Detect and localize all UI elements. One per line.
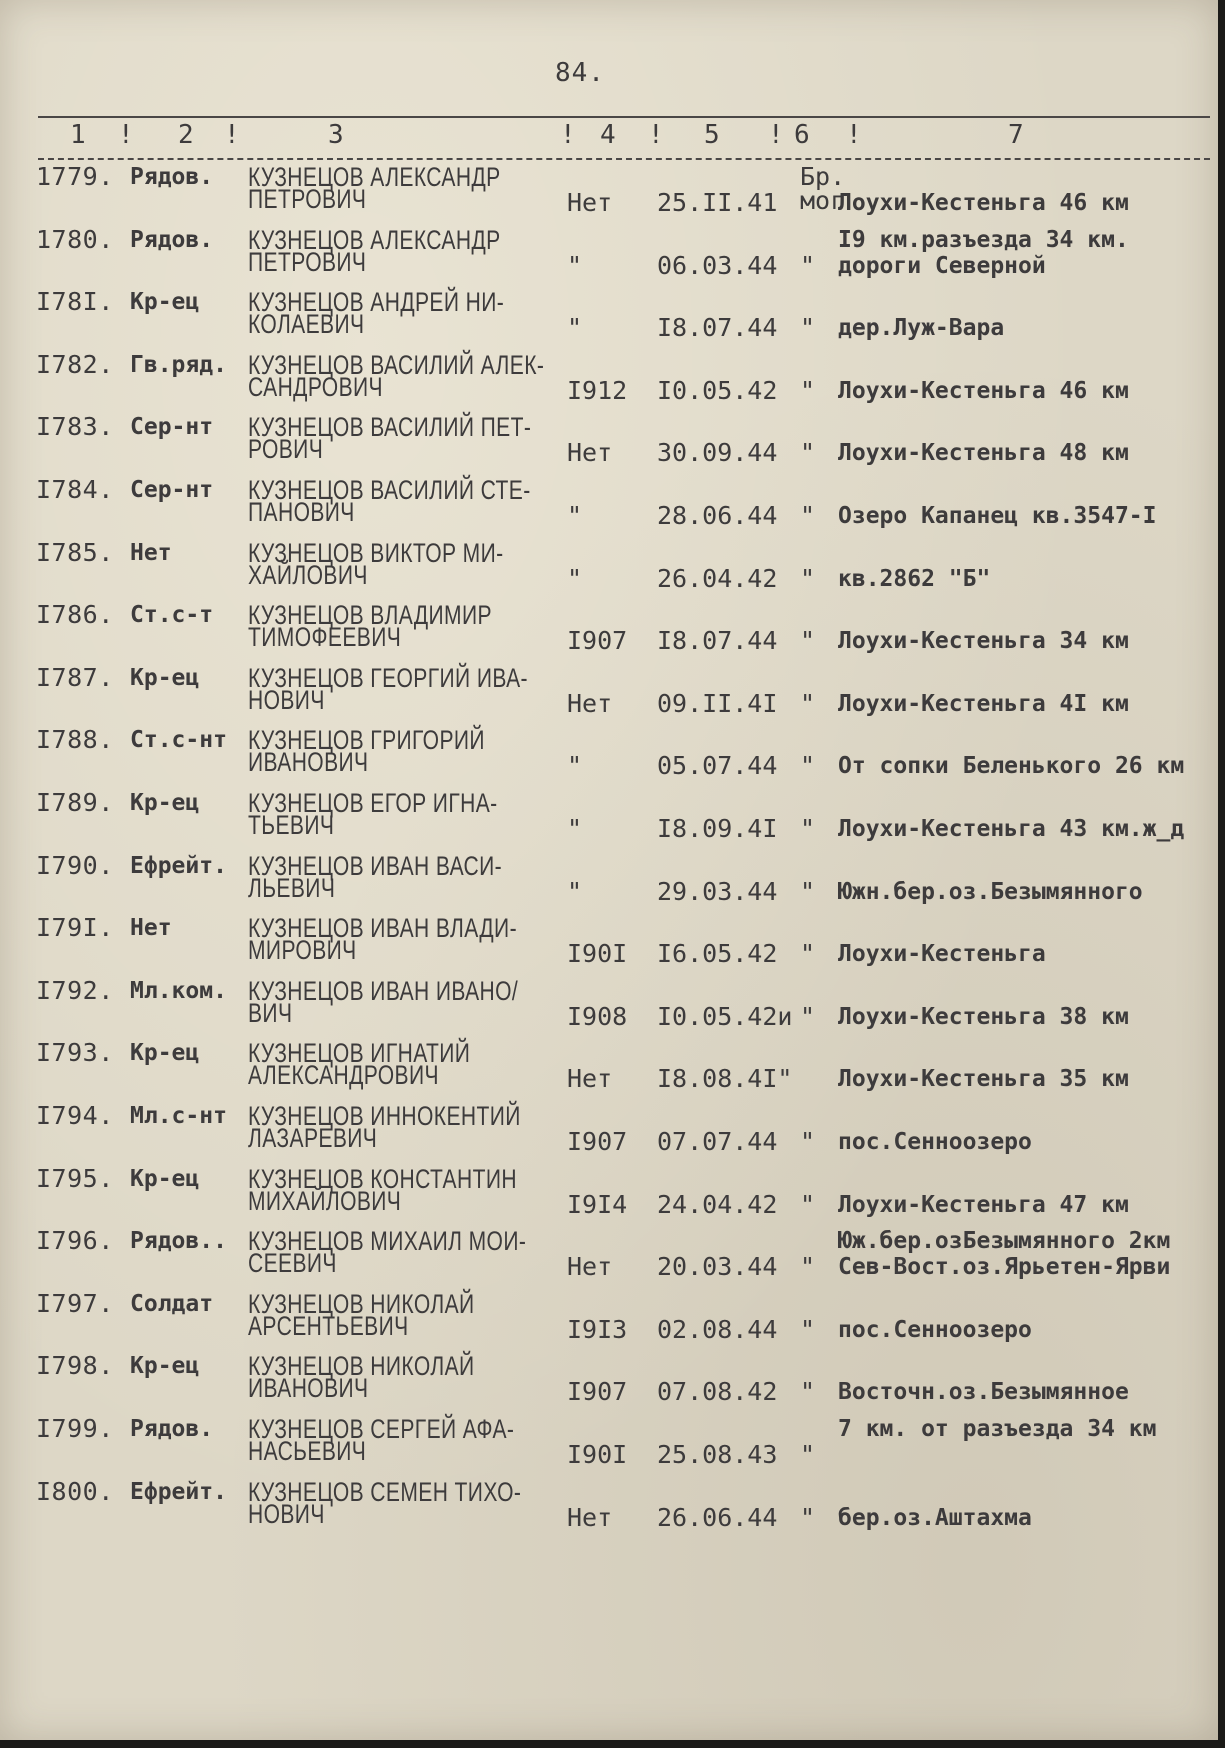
record-number: I796. xyxy=(36,1226,114,1256)
death-date: 02.08.44 xyxy=(657,1314,778,1344)
death-date: 07.08.42 xyxy=(657,1377,778,1407)
name-line-1: КУЗНЕЦОВ ЕГОР ИГНА- xyxy=(248,788,498,818)
table-row xyxy=(0,160,1218,222)
name-line-2: МИХАЙЛОВИЧ xyxy=(248,1185,402,1216)
name-line-1: КУЗНЕЦОВ ИГНАТИЙ xyxy=(248,1038,471,1069)
burial-mark: " xyxy=(800,751,816,781)
rank: Ефрейт. xyxy=(130,852,227,879)
table-row xyxy=(0,661,1218,723)
name-line-2: МИРОВИЧ xyxy=(248,935,357,966)
record-number: I792. xyxy=(36,975,114,1005)
name-line-2: ТИМОФЕЕВИЧ xyxy=(248,622,402,653)
burial-place-line-2: пос.Сенноозеро xyxy=(838,1129,1032,1155)
name-line-1: КУЗНЕЦОВ ВИКТОР МИ- xyxy=(248,537,504,568)
rank: Рядов. xyxy=(130,164,214,190)
rank: Нет xyxy=(130,539,172,566)
burial-place-line-2: Лоухи-Кестеньга 48 км xyxy=(838,440,1129,467)
birth-year: Нет xyxy=(567,438,613,468)
death-date: I8.08.4I" xyxy=(657,1064,793,1094)
name-line-1: КУЗНЕЦОВ АЛЕКСАНДР xyxy=(248,224,501,255)
table-row xyxy=(0,1475,1218,1537)
burial-mark: " xyxy=(800,250,816,280)
record-number: I784. xyxy=(36,475,114,504)
birth-year: Нет xyxy=(567,188,613,217)
name-line-1: КУЗНЕЦОВ НИКОЛАЙ xyxy=(248,1288,475,1319)
burial-place-line-1: Юж.бер.озБезымянного 2км xyxy=(838,1228,1171,1255)
rank: Кр-ец xyxy=(130,1353,200,1380)
burial-place-line-2: Лоухи-Кестеньга 34 км xyxy=(838,628,1129,655)
table-row xyxy=(0,536,1218,598)
record-number: I800. xyxy=(36,1476,114,1506)
birth-year: " xyxy=(567,313,583,343)
death-date: 25.II.41 xyxy=(657,188,778,217)
column-separator: ! xyxy=(768,120,784,150)
column-separator: ! xyxy=(560,120,576,150)
name-line-1: КУЗНЕЦОВ ИННОКЕНТИЙ xyxy=(248,1101,521,1131)
name-line-1: КУЗНЕЦОВ ИВАН ВАСИ- xyxy=(248,850,503,881)
burial-mark: " xyxy=(800,1377,816,1407)
table-row xyxy=(0,1224,1218,1286)
name-line-2: РОВИЧ xyxy=(248,434,324,465)
rank: Кр-ец xyxy=(130,1165,200,1192)
burial-mark-line-2: мог xyxy=(800,186,846,215)
burial-mark: " xyxy=(800,375,816,405)
column-separator: ! xyxy=(648,120,664,150)
burial-place-line-2: Лоухи-Кестеньга 46 км xyxy=(838,190,1129,216)
birth-year: " xyxy=(567,501,583,530)
column-header-4: 4 xyxy=(600,120,616,150)
table-row xyxy=(0,285,1218,347)
birth-year: " xyxy=(567,814,583,843)
rank: Рядов. xyxy=(130,1416,214,1442)
rank: Кр-ец xyxy=(130,1040,200,1067)
burial-place-line-2: Лоухи-Кестеньга 47 км xyxy=(838,1191,1129,1218)
name-line-2: ВИЧ xyxy=(248,997,293,1028)
rank: Солдат xyxy=(130,1290,214,1317)
burial-mark: " xyxy=(800,1001,816,1031)
death-date: I6.05.42 xyxy=(657,939,778,969)
name-line-2: ПЕТРОВИЧ xyxy=(248,184,367,214)
table-row xyxy=(0,1349,1218,1411)
birth-year: Нет xyxy=(567,1252,613,1282)
burial-mark: " xyxy=(800,939,816,969)
name-line-2: ИВАНОВИЧ xyxy=(248,747,369,778)
death-date: 24.04.42 xyxy=(657,1189,778,1219)
birth-year: Нет xyxy=(567,688,613,718)
record-number: I790. xyxy=(36,850,114,880)
record-number: I782. xyxy=(36,349,114,379)
death-date: 29.03.44 xyxy=(657,876,778,906)
name-line-1: КУЗНЕЦОВ МИХАИЛ МОИ- xyxy=(248,1226,527,1257)
death-date: 25.08.43 xyxy=(657,1440,778,1469)
burial-place-line-2: пос.Сенноозеро xyxy=(838,1316,1032,1343)
birth-year: I90I xyxy=(567,939,628,969)
burial-place-line-2: Лоухи-Кестеньга xyxy=(838,941,1046,968)
burial-place-line-1: I9 км.разъезда 34 км. xyxy=(838,226,1129,253)
rank: Мл.ком. xyxy=(130,977,227,1004)
table-row xyxy=(0,974,1218,1036)
burial-mark: " xyxy=(800,313,816,343)
burial-mark: " xyxy=(800,1252,816,1282)
birth-year: " xyxy=(567,751,583,781)
rank: Рядов. xyxy=(130,226,214,253)
table-row xyxy=(0,348,1218,410)
name-line-1: КУЗНЕЦОВ НИКОЛАЙ xyxy=(248,1351,475,1382)
record-number: I783. xyxy=(36,412,114,442)
burial-mark: " xyxy=(800,1314,816,1344)
name-line-2: ЛЬЕВИЧ xyxy=(248,872,336,903)
rank: Рядов.. xyxy=(130,1228,227,1255)
name-line-2: АЛЕКСАНДРОВИЧ xyxy=(248,1060,439,1091)
page-number: 84. xyxy=(555,58,605,88)
burial-place-line-2: дер.Луж-Вара xyxy=(838,315,1005,342)
table-row xyxy=(0,410,1218,472)
name-line-2: ИВАНОВИЧ xyxy=(248,1373,369,1404)
burial-mark: " xyxy=(800,1189,816,1219)
burial-mark: " xyxy=(800,626,816,656)
name-line-1: КУЗНЕЦОВ ВЛАДИМИР xyxy=(248,600,492,631)
header-rule-top xyxy=(38,116,1210,118)
burial-place-line-2: Южн.бер.оз.Безымянного xyxy=(838,878,1143,905)
birth-year: I907 xyxy=(567,626,628,656)
table-row xyxy=(0,598,1218,660)
birth-year: I907 xyxy=(567,1127,628,1156)
record-number: I794. xyxy=(36,1101,114,1130)
burial-mark: " xyxy=(800,688,816,718)
burial-place-line-2: Лоухи-Кестеньга 35 км xyxy=(838,1066,1129,1093)
record-number: 1780. xyxy=(36,224,114,254)
burial-mark: Бр. xyxy=(800,162,846,191)
name-line-2: ЛАЗАРЕВИЧ xyxy=(248,1123,378,1153)
death-date: 20.03.44 xyxy=(657,1252,778,1282)
burial-mark: " xyxy=(800,1440,816,1469)
birth-year: I907 xyxy=(567,1377,628,1407)
name-line-1: КУЗНЕЦОВ ВАСИЛИЙ СТЕ- xyxy=(248,475,531,505)
record-number: I786. xyxy=(36,600,114,630)
record-number: I78I. xyxy=(36,287,114,317)
record-number: I79I. xyxy=(36,913,114,943)
name-line-1: КУЗНЕЦОВ ВАСИЛИЙ ПЕТ- xyxy=(248,412,532,443)
record-number: I785. xyxy=(36,537,114,567)
name-line-2: НОВИЧ xyxy=(248,1498,325,1529)
name-line-1: КУЗНЕЦОВ СЕМЕН ТИХО- xyxy=(248,1476,522,1507)
name-line-2: ТЬЕВИЧ xyxy=(248,810,335,840)
table-row xyxy=(0,223,1218,285)
column-separator: ! xyxy=(224,120,240,150)
table-row xyxy=(0,1099,1218,1161)
birth-year: Нет xyxy=(567,1064,613,1094)
burial-place-line-2: кв.2862 "Б" xyxy=(838,565,991,592)
burial-mark: " xyxy=(800,1502,816,1532)
death-date: 26.06.44 xyxy=(657,1502,778,1532)
name-line-1: КУЗНЕЦОВ АЛЕКСАНДР xyxy=(248,162,501,192)
rank: Сер-нт xyxy=(130,477,214,503)
name-line-2: ПЕТРОВИЧ xyxy=(248,246,367,277)
record-number: I799. xyxy=(36,1414,114,1443)
death-date: 30.09.44 xyxy=(657,438,778,468)
table-row xyxy=(0,1412,1218,1474)
name-line-2: ХАЙЛОВИЧ xyxy=(248,559,368,590)
name-line-1: КУЗНЕЦОВ СЕРГЕЙ АФА- xyxy=(248,1414,515,1444)
name-line-1: КУЗНЕЦОВ ИВАН ВЛАДИ- xyxy=(248,913,517,944)
burial-mark: " xyxy=(800,563,816,593)
burial-place-line-2: От сопки Беленького 26 км xyxy=(838,753,1185,780)
rank: Мл.с-нт xyxy=(130,1103,227,1129)
birth-year: " xyxy=(567,876,583,906)
death-date: I0.05.42 xyxy=(657,375,778,405)
birth-year: Нет xyxy=(567,1502,613,1532)
name-line-2: НАСЬЕВИЧ xyxy=(248,1436,367,1466)
death-date: 05.07.44 xyxy=(657,751,778,781)
table-row xyxy=(0,723,1218,785)
record-number: I798. xyxy=(36,1351,114,1381)
rank: Нет xyxy=(130,915,172,942)
column-header-1: 1 xyxy=(70,120,86,150)
record-number: 1779. xyxy=(36,162,114,191)
birth-year: " xyxy=(567,250,583,280)
rank: Кр-ец xyxy=(130,289,200,316)
name-line-1: КУЗНЕЦОВ АНДРЕЙ НИ- xyxy=(248,287,505,318)
name-line-1: КУЗНЕЦОВ ИВАН ИВАНО/ xyxy=(248,975,519,1006)
table-row xyxy=(0,911,1218,973)
death-date: I0.05.42и xyxy=(657,1001,793,1031)
record-number: I787. xyxy=(36,662,114,692)
name-line-1: КУЗНЕЦОВ ГЕОРГИЙ ИВА- xyxy=(248,662,528,693)
name-line-1: КУЗНЕЦОВ ВАСИЛИЙ АЛЕК- xyxy=(248,349,545,380)
birth-year: I9I4 xyxy=(567,1189,628,1219)
birth-year: I9I3 xyxy=(567,1314,628,1344)
table-row xyxy=(0,849,1218,911)
record-number: I788. xyxy=(36,725,114,755)
burial-mark: " xyxy=(800,1127,816,1156)
death-date: I8.07.44 xyxy=(657,626,778,656)
name-line-2: АРСЕНТЬЕВИЧ xyxy=(248,1310,409,1341)
death-date: 06.03.44 xyxy=(657,250,778,280)
record-number: I797. xyxy=(36,1288,114,1318)
burial-mark: " xyxy=(800,876,816,906)
death-date: I8.09.4I xyxy=(657,814,778,843)
rank: Сер-нт xyxy=(130,414,214,441)
name-line-2: ПАНОВИЧ xyxy=(248,497,355,527)
burial-place-line-2: Лоухи-Кестеньга 43 км.ж_д xyxy=(838,816,1185,842)
death-date: 09.II.4I xyxy=(657,688,778,718)
burial-place-line-2: Восточн.оз.Безымянное xyxy=(838,1379,1129,1406)
column-header-6: 6 xyxy=(794,120,810,150)
burial-place-line-1: 7 км. от разъезда 34 км xyxy=(838,1416,1157,1442)
name-line-2: СЕЕВИЧ xyxy=(248,1248,337,1279)
name-line-1: КУЗНЕЦОВ ГРИГОРИЙ xyxy=(248,725,485,756)
death-date: 07.07.44 xyxy=(657,1127,778,1156)
table-row xyxy=(0,1036,1218,1098)
rank: Ефрейт. xyxy=(130,1478,227,1505)
name-line-2: САНДРОВИЧ xyxy=(248,371,383,402)
burial-place-line-2: Озеро Капанец кв.3547-I xyxy=(838,503,1157,529)
death-date: 28.06.44 xyxy=(657,501,778,530)
rank: Гв.ряд. xyxy=(130,351,227,378)
column-header-3: 3 xyxy=(328,120,344,150)
column-header-5: 5 xyxy=(704,120,720,150)
table-row xyxy=(0,786,1218,848)
burial-place-line-2: дороги Северной xyxy=(838,252,1046,279)
burial-place-line-2: Лоухи-Кестеньга 38 км xyxy=(838,1003,1129,1030)
birth-year: I908 xyxy=(567,1001,628,1031)
burial-place-line-2: Сев-Вост.оз.Ярьетен-Ярви xyxy=(838,1254,1171,1281)
burial-mark: " xyxy=(800,501,816,530)
burial-mark: " xyxy=(800,814,816,843)
death-date: 26.04.42 xyxy=(657,563,778,593)
burial-place-line-2: бер.оз.Аштахма xyxy=(838,1504,1032,1531)
birth-year: I90I xyxy=(567,1440,628,1469)
death-date: I8.07.44 xyxy=(657,313,778,343)
record-number: I795. xyxy=(36,1163,114,1193)
rank: Кр-ец xyxy=(130,790,200,816)
rank: Кр-ец xyxy=(130,664,200,691)
rank: Ст.с-т xyxy=(130,602,214,629)
rank: Ст.с-нт xyxy=(130,727,227,754)
column-header-2: 2 xyxy=(178,120,194,150)
name-line-2: КОЛАЕВИЧ xyxy=(248,309,365,340)
birth-year: I912 xyxy=(567,375,628,405)
name-line-1: КУЗНЕЦОВ КОНСТАНТИН xyxy=(248,1163,517,1194)
table-row xyxy=(0,473,1218,535)
table-row xyxy=(0,1287,1218,1349)
name-line-2: НОВИЧ xyxy=(248,684,325,715)
table-row xyxy=(0,1162,1218,1224)
column-separator: ! xyxy=(118,120,134,150)
record-number: I789. xyxy=(36,788,114,817)
burial-place-line-2: Лоухи-Кестеньга 4I км xyxy=(838,690,1129,717)
burial-mark: " xyxy=(800,438,816,468)
record-number: I793. xyxy=(36,1038,114,1068)
column-header-7: 7 xyxy=(1008,120,1024,150)
burial-place-line-2: Лоухи-Кестеньга 46 км xyxy=(838,377,1129,404)
birth-year: " xyxy=(567,563,583,593)
column-separator: ! xyxy=(846,120,862,150)
